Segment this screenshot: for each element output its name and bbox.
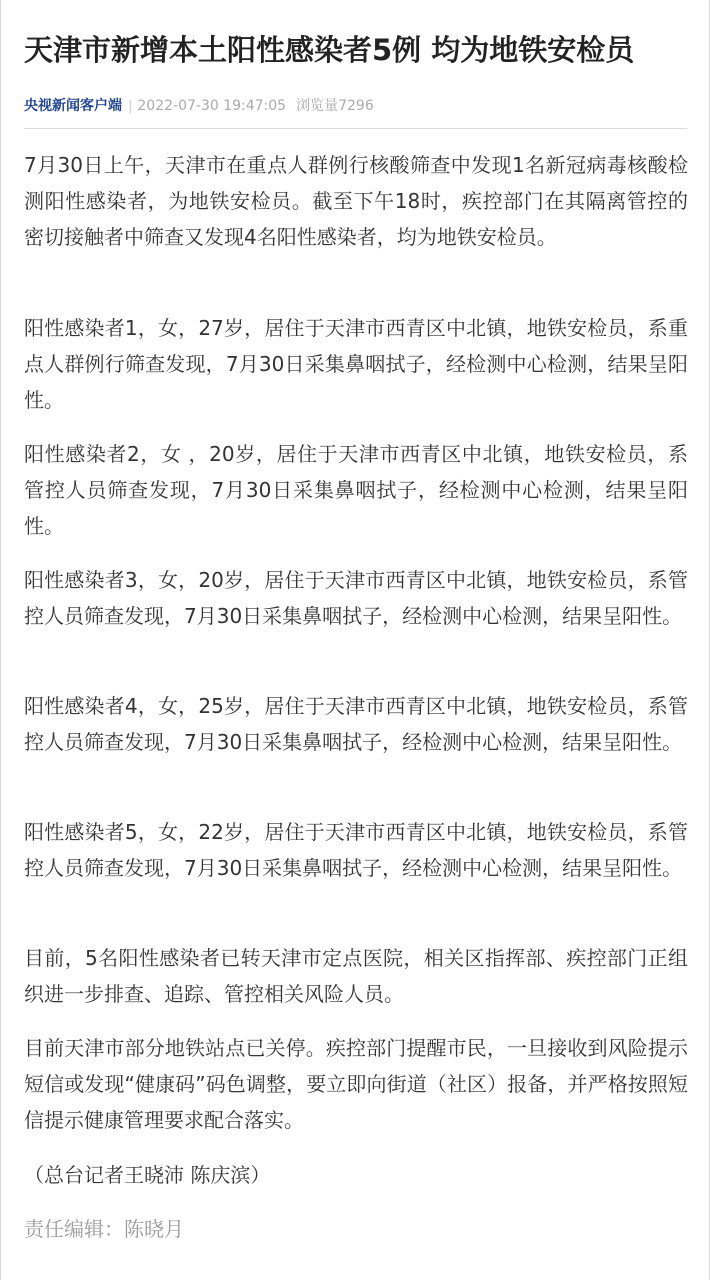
source-link[interactable]: 央视新闻客户端 bbox=[24, 98, 122, 114]
article-paragraph: 阳性感染者1，女，27岁，居住于天津市西青区中北镇，地铁安检员，系重点人群例行筛查发现，7月30日采集鼻咽拭子，经检测中心检测，结果呈阳性。 bbox=[24, 316, 688, 412]
views-number: 7296 bbox=[338, 98, 374, 114]
meta-separator: | bbox=[128, 99, 133, 114]
article-paragraph: 目前，5名阳性感染者已转天津市定点医院，相关区指挥部、疾控部门正组织进一步排查、追踪、管控相关风险人员。 bbox=[24, 946, 688, 1006]
view-count bbox=[296, 98, 374, 114]
views-label: 浏览量 bbox=[296, 98, 339, 114]
header-divider bbox=[24, 128, 687, 129]
reporter-credit: （总台记者王晓沛 陈庆滨） bbox=[24, 1163, 271, 1187]
article-paragraph: 阳性感染者4，女，25岁，居住于天津市西青区中北镇，地铁安检员，系管控人员筛查发现，7月30日采集鼻咽拭子，经检测中心检测，结果呈阳性。 bbox=[24, 694, 688, 754]
article-paragraph: 阳性感染者3，女，20岁，居住于天津市西青区中北镇，地铁安检员，系管控人员筛查发现，7月30日采集鼻咽拭子，经检测中心检测，结果呈阳性。 bbox=[24, 568, 688, 628]
publish-datetime: 2022-07-30 19:47:05 bbox=[137, 98, 287, 114]
article-paragraph: 阳性感染者2，女 ，20岁，居住于天津市西青区中北镇，地铁安检员，系管控人员筛查发现，7月30日采集鼻咽拭子，经检测中心检测，结果呈阳性。 bbox=[24, 442, 688, 538]
article-paragraph: 7月30日上午，天津市在重点人群例行核酸筛查中发现1名新冠病毒核酸检测阳性感染者，为地铁安检员。截至下午18时，疾控部门在其隔离管控的密切接触者中筛查又发现4名阳性感染者，均为地铁安检员。 bbox=[24, 153, 688, 249]
article-title: 天津市新增本土阳性感染者5例 均为地铁安检员 bbox=[24, 33, 635, 67]
article-paragraph: 目前天津市部分地铁站点已关停。疾控部门提醒市民，一旦接收到风险提示短信或发现“健康码”码色调整，要立即向街道（社区）报备，并严格按照短信提示健康管理要求配合落实。 bbox=[24, 1036, 688, 1132]
article-meta bbox=[24, 96, 374, 116]
article-paragraph: 阳性感染者5，女，22岁，居住于天津市西青区中北镇，地铁安检员，系管控人员筛查发现，7月30日采集鼻咽拭子，经检测中心检测，结果呈阳性。 bbox=[24, 820, 688, 880]
responsible-editor: 责任编辑：陈晓月 bbox=[24, 1217, 184, 1241]
